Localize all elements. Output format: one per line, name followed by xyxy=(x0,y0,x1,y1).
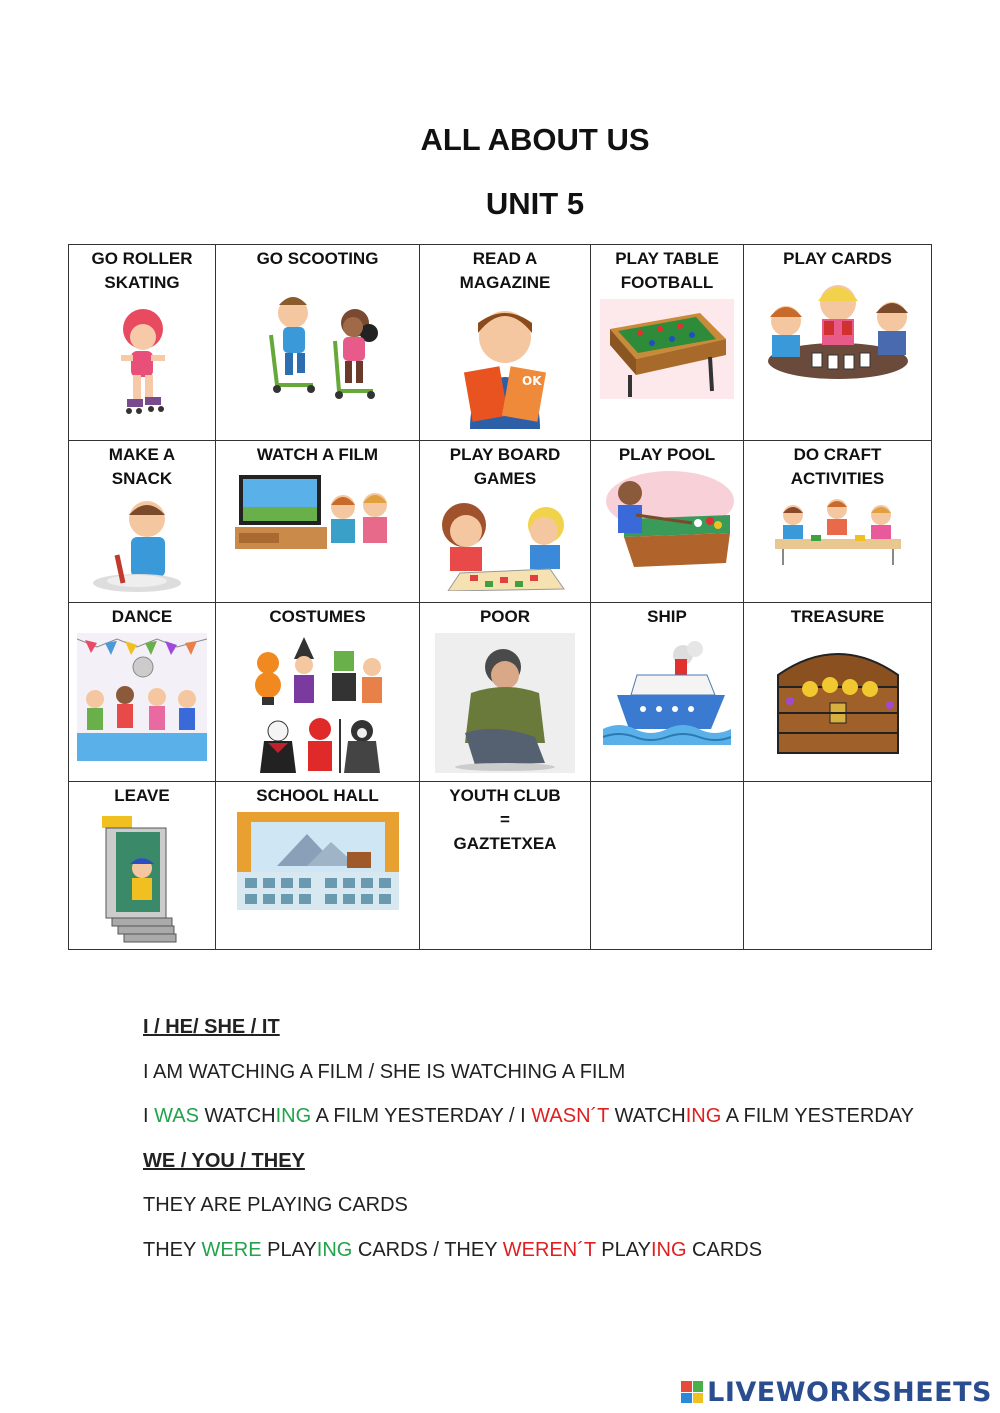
vocab-cell-pool xyxy=(591,441,744,603)
present-singular-example: I AM WATCHING A FILM / SHE IS WATCHING A FILM xyxy=(143,1060,626,1083)
boy-leaving-school-icon xyxy=(102,812,182,948)
svg-text:OK: OK xyxy=(522,374,542,388)
worksheet-title: ALL ABOUT US xyxy=(420,122,650,157)
vocab-label: TREASURE xyxy=(790,607,885,626)
liveworksheets-brand[interactable] xyxy=(681,1377,992,1407)
vocab-label: GO ROLLER SKATING xyxy=(91,249,193,292)
present-plural-example: THEY ARE PLAYING CARDS xyxy=(143,1194,408,1216)
vocab-cell-snack xyxy=(69,441,216,603)
vocab-label: COSTUMES xyxy=(269,607,366,626)
vocab-cell-empty xyxy=(744,782,932,950)
kids-scooting-icon xyxy=(243,275,393,405)
past-singular-example: I WAS WATCHING A FILM YESTERDAY / I WASN´T WATCHING A FILM YESTERDAY xyxy=(143,1105,914,1127)
vocab-label: GO SCOOTING xyxy=(256,249,379,268)
vocab-cell-costumes xyxy=(216,603,420,782)
kids-watching-tv-icon xyxy=(235,471,401,555)
vocab-label: SHIP xyxy=(647,607,687,626)
vocab-cell-leave xyxy=(69,782,216,950)
roller-skating-girl-icon xyxy=(107,299,177,417)
vocab-cell-magazine xyxy=(420,245,591,441)
vocab-label: PLAY CARDS xyxy=(783,249,892,268)
table-football-icon xyxy=(600,299,734,399)
worksheet-subtitle: UNIT 5 xyxy=(485,186,585,221)
table-row xyxy=(69,603,932,782)
table-row xyxy=(69,782,932,950)
table-row xyxy=(69,245,932,441)
vocab-cell-roller-skating xyxy=(69,245,216,441)
vocab-label: PLAY BOARD GAMES xyxy=(449,445,561,488)
vocab-cell-ship xyxy=(591,603,744,782)
boy-making-snack-icon xyxy=(87,495,197,595)
boy-reading-magazine-icon xyxy=(450,299,560,429)
poor-man-sitting-icon xyxy=(435,633,575,773)
vocab-cell-empty xyxy=(591,782,744,950)
cruise-ship-icon xyxy=(603,633,731,763)
kids-dancing-party-icon xyxy=(77,633,207,761)
past-plural-example: THEY WERE PLAYING CARDS / THEY WEREN´T PLAYING CARDS xyxy=(143,1238,763,1261)
plural-heading: WE / YOU / THEY xyxy=(143,1149,305,1172)
vocab-label: SCHOOL HALL xyxy=(256,786,379,805)
vocab-cell-youth-club xyxy=(420,782,591,950)
kids-playing-cards-icon xyxy=(758,275,918,385)
vocab-label: DANCE xyxy=(111,607,173,626)
vocab-cell-board-games xyxy=(420,441,591,603)
vocab-label: YOUTH CLUB = GAZTETXEA xyxy=(449,786,561,853)
vocab-cell-table-football xyxy=(591,245,744,441)
vocab-cell-school-hall xyxy=(216,782,420,950)
vocab-cell-treasure xyxy=(744,603,932,782)
vocab-cell-crafts xyxy=(744,441,932,603)
vocab-cell-film xyxy=(216,441,420,603)
vocab-label: DO CRAFT ACTIVITIES xyxy=(790,445,885,488)
halloween-costumes-icon xyxy=(246,633,390,777)
vocab-cell-scooting xyxy=(216,245,420,441)
kids-board-game-icon xyxy=(430,495,580,591)
vocab-label: READ A MAGAZINE xyxy=(459,249,551,292)
kids-crafts-icon xyxy=(771,495,905,567)
liveworksheets-logo-icon xyxy=(681,1381,703,1403)
vocab-cell-dance xyxy=(69,603,216,782)
vocab-label: PLAY TABLE FOOTBALL xyxy=(615,249,719,292)
brand-name: LIVEWORKSHEETS xyxy=(707,1376,992,1408)
boy-playing-pool-icon xyxy=(600,471,734,571)
vocab-label: POOR xyxy=(479,607,531,626)
vocab-cell-cards xyxy=(744,245,932,441)
vocabulary-table xyxy=(68,244,932,950)
table-row xyxy=(69,441,932,603)
vocab-label: MAKE A SNACK xyxy=(108,445,176,488)
vocab-cell-poor xyxy=(420,603,591,782)
school-hall-stage-icon xyxy=(237,812,399,910)
singular-heading: I / HE/ SHE / IT xyxy=(143,1016,280,1038)
vocab-label: PLAY POOL xyxy=(618,445,716,464)
vocab-label: WATCH A FILM xyxy=(256,445,379,464)
treasure-chest-icon xyxy=(770,633,906,759)
vocab-label: LEAVE xyxy=(114,786,170,805)
grammar-notes xyxy=(143,1010,914,1277)
